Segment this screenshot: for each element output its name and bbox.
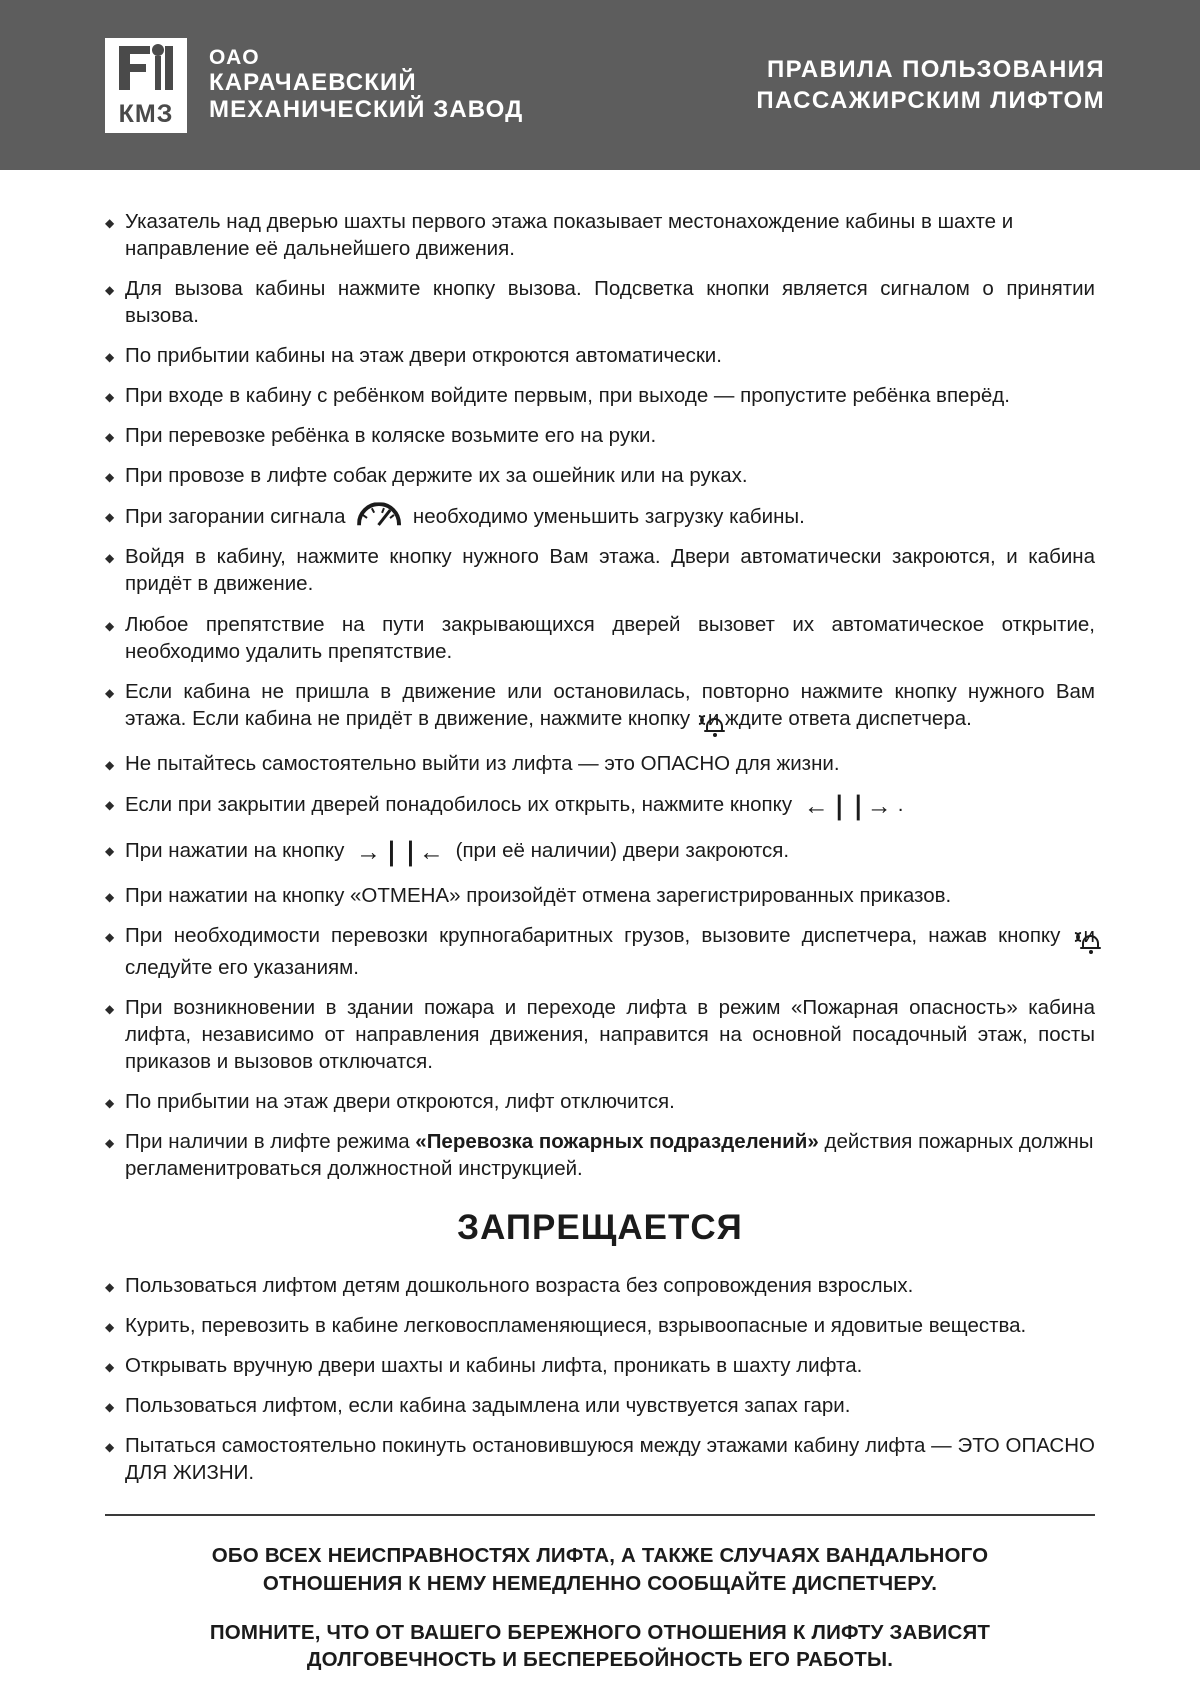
rule-text — [125, 678, 1095, 737]
rule-item — [105, 1088, 1095, 1115]
rule-text — [125, 382, 1095, 409]
rule-text-before: Если при закрытии дверей понадобилось их открыть, нажмите кнопку — [125, 792, 798, 816]
bullet-diamond-icon — [105, 543, 125, 564]
bullet-diamond-icon — [105, 1312, 125, 1333]
rule-text — [125, 208, 1095, 262]
rule-text-bold: «Перевозка пожарных подразделений» — [415, 1130, 819, 1154]
rule-item — [105, 422, 1095, 449]
bullet-diamond-icon — [105, 790, 125, 811]
rule-text — [125, 462, 1095, 489]
prohibition-item — [105, 1352, 1095, 1379]
rule-text-after: необходимо уменьшить загрузку кабины. — [407, 505, 805, 529]
logo-text: КМЗ — [118, 99, 174, 128]
rule-item — [105, 1128, 1095, 1182]
bullet-diamond-icon — [105, 1088, 125, 1109]
rule-text-content: По прибытии на этаж двери откроются, лифт отключится. — [125, 1090, 675, 1114]
rule-text-content: Не пытайтесь самостоятельно выйти из лифта — это ОПАСНО для жизни. — [125, 751, 840, 775]
rule-text-before: При наличии в лифте режима — [125, 1130, 416, 1154]
bullet-diamond-icon — [105, 1128, 125, 1149]
footer-p1-line1: ОБО ВСЕХ НЕИСПРАВНОСТЯХ ЛИФТА, А ТАКЖЕ СЛУЧАЯХ ВАНДАЛЬНОГО — [211, 1544, 989, 1568]
rule-text-after: и ждите ответа диспетчера. — [707, 706, 972, 730]
rule-item — [105, 882, 1095, 909]
bullet-diamond-icon — [105, 882, 125, 903]
prohibition-text-content: Пользоваться лифтом детям дошкольного возраста без сопровождения взрослых. — [125, 1274, 914, 1298]
bullet-diamond-icon — [105, 1392, 125, 1413]
rule-item — [105, 750, 1095, 777]
prohibition-text-content: Пользоваться лифтом, если кабина задымлена или чувствуется запах гари. — [125, 1394, 851, 1418]
company-legal-form: ОАО — [209, 46, 260, 70]
rule-text-after: (при её наличии) двери закроются. — [449, 838, 790, 862]
prohibition-text — [125, 1432, 1095, 1486]
rule-text — [125, 422, 1095, 449]
footer-paragraph-2 — [105, 1619, 1095, 1673]
footer-paragraph-1 — [105, 1542, 1095, 1596]
kmz-logo-icon — [105, 38, 187, 100]
page-title-line1: ПРАВИЛА ПОЛЬЗОВАНИЯ — [766, 55, 1105, 83]
page-title-line2: ПАССАЖИРСКИМ ЛИФТОМ — [756, 87, 1105, 114]
rule-text — [125, 750, 1095, 777]
rule-text-content: Указатель над дверью шахты первого этажа показывает местонахождение кабины в шахте и направление её дальнейшего движения. — [125, 210, 1014, 261]
brand-block — [105, 38, 523, 133]
doors-close-icon: →❘❘← — [356, 837, 444, 866]
rule-text-before: Если кабина не пришла в движение или остановилась, повторно нажмите кнопку нужного Вам этажа. Если кабина не придёт в движение, нажмите кнопку — [125, 679, 1095, 730]
rule-text — [125, 790, 1095, 823]
page-title — [756, 54, 1105, 116]
company-logo — [105, 38, 187, 133]
prohibition-text-content: Открывать вручную двери шахты и кабины лифта, проникать в шахту лифта. — [125, 1354, 863, 1378]
rule-text-content: Войдя в кабину, нажмите кнопку нужного Вам этажа. Двери автоматически закроются, и кабина придёт в движение. — [125, 545, 1095, 596]
document-header — [0, 0, 1200, 170]
doors-open-icon: ←❘❘→ — [803, 791, 892, 820]
rule-text-content: При перевозке ребёнка в коляске возьмите его на руки. — [125, 424, 657, 448]
rule-text-content: При провозе в лифте собак держите их за ошейник или на руках. — [125, 464, 748, 488]
bullet-diamond-icon — [105, 1352, 125, 1373]
prohibition-text — [125, 1272, 1095, 1299]
rule-text-content: По прибытии кабины на этаж двери откроются автоматически. — [125, 344, 722, 368]
rule-text-before: При загорании сигнала — [125, 505, 352, 529]
bullet-diamond-icon — [105, 836, 125, 857]
prohibition-item — [105, 1392, 1095, 1419]
bullet-diamond-icon — [105, 611, 125, 632]
company-name — [209, 46, 523, 123]
rule-item — [105, 382, 1095, 409]
bullet-diamond-icon — [105, 1272, 125, 1293]
company-name-line2: МЕХАНИЧЕСКИЙ ЗАВОД — [209, 95, 524, 123]
rule-text-after: и следуйте его указаниям. — [125, 923, 1095, 979]
document-footer — [105, 1542, 1095, 1672]
rule-item — [105, 611, 1095, 665]
rule-text — [125, 611, 1095, 665]
rules-list — [105, 208, 1095, 1182]
prohibition-text-content: Курить, перевозить в кабине легковоспламеняющиеся, взрывоопасные и ядовитые вещества. — [125, 1314, 1027, 1338]
rule-item — [105, 836, 1095, 869]
gauge-icon — [357, 502, 401, 528]
rule-text — [125, 1128, 1095, 1182]
rule-text-before: При необходимости перевозки крупногабаритных грузов, вызовите диспетчера, нажав кнопку — [125, 923, 1072, 947]
rule-item — [105, 543, 1095, 597]
prohibition-item — [105, 1272, 1095, 1299]
rule-item — [105, 994, 1095, 1075]
rule-text-after: . — [897, 792, 904, 816]
rule-text — [125, 994, 1095, 1075]
bullet-diamond-icon — [105, 422, 125, 443]
rule-text — [125, 882, 1095, 909]
footer-p2-line2: ДОЛГОВЕЧНОСТЬ И БЕСПЕРЕБОЙНОСТЬ ЕГО РАБОТЫ. — [306, 1647, 894, 1671]
rule-text-content: Любое препятствие на пути закрывающихся дверей вызовет их автоматическое открытие, необходимо удалить препятствие. — [125, 612, 1095, 663]
rule-text — [125, 543, 1095, 597]
rule-item — [105, 790, 1095, 823]
bullet-diamond-icon — [105, 462, 125, 483]
rule-text-content: При нажатии на кнопку «ОТМЕНА» произойдёт отмена зарегистрированных приказов. — [125, 883, 952, 907]
rule-text — [125, 275, 1095, 329]
bullet-diamond-icon — [105, 382, 125, 403]
rule-text — [125, 502, 1095, 530]
prohibition-text — [125, 1352, 1095, 1379]
section-title-prohibited: ЗАПРЕЩАЕТСЯ — [457, 1208, 743, 1248]
bullet-diamond-icon — [105, 678, 125, 699]
rule-text-content: При возникновении в здании пожара и переходе лифта в режим «Пожарная опасность» кабина лифта, независимо от направления движения, направится на основной посадочный этаж, посты приказов и вызовов отключатся. — [125, 995, 1095, 1073]
rule-text — [125, 1088, 1095, 1115]
bullet-diamond-icon — [105, 750, 125, 771]
footer-divider — [105, 1514, 1095, 1516]
rule-item — [105, 275, 1095, 329]
prohibition-text — [125, 1312, 1095, 1339]
rule-text-before: При нажатии на кнопку — [125, 838, 351, 862]
company-name-line1: КАРАЧАЕВСКИЙ — [209, 68, 417, 96]
rule-item — [105, 342, 1095, 369]
footer-p2-line1: ПОМНИТЕ, ЧТО ОТ ВАШЕГО БЕРЕЖНОГО ОТНОШЕНИЯ К ЛИФТУ ЗАВИСЯТ — [209, 1620, 991, 1644]
bullet-diamond-icon — [105, 1432, 125, 1453]
footer-p1-line2: ОТНОШЕНИЯ К НЕМУ НЕМЕДЛЕННО СООБЩАЙТЕ ДИСПЕТЧЕРУ. — [262, 1571, 938, 1595]
bullet-diamond-icon — [105, 342, 125, 363]
prohibition-text-content: Пытаться самостоятельно покинуть остановившуюся между этажами кабину лифта — ЭТО ОПАСНО ДЛЯ ЖИЗНИ. — [125, 1434, 1095, 1485]
rule-text — [125, 836, 1095, 869]
bullet-diamond-icon — [105, 922, 125, 943]
prohibition-item — [105, 1312, 1095, 1339]
rule-text — [125, 342, 1095, 369]
rule-item — [105, 462, 1095, 489]
rule-item — [105, 502, 1095, 530]
prohibition-item — [105, 1432, 1095, 1486]
prohibitions-list — [105, 1272, 1095, 1486]
rule-text — [125, 922, 1095, 981]
bullet-diamond-icon — [105, 502, 125, 523]
bullet-diamond-icon — [105, 994, 125, 1015]
bullet-diamond-icon — [105, 275, 125, 296]
rule-item — [105, 678, 1095, 737]
rule-item — [105, 922, 1095, 981]
rule-item — [105, 208, 1095, 262]
document-body — [0, 170, 1200, 1673]
bullet-diamond-icon — [105, 208, 125, 229]
rule-text-content: При входе в кабину с ребёнком войдите первым, при выходе — пропустите ребёнка вперёд. — [125, 384, 1010, 408]
rule-text-after: действия пожарных должны регламенитроваться должностной инструкцией. — [125, 1130, 1094, 1181]
prohibition-text — [125, 1392, 1095, 1419]
rule-text-content: Для вызова кабины нажмите кнопку вызова. Подсветка кнопки является сигналом о принятии вызова. — [125, 277, 1095, 328]
